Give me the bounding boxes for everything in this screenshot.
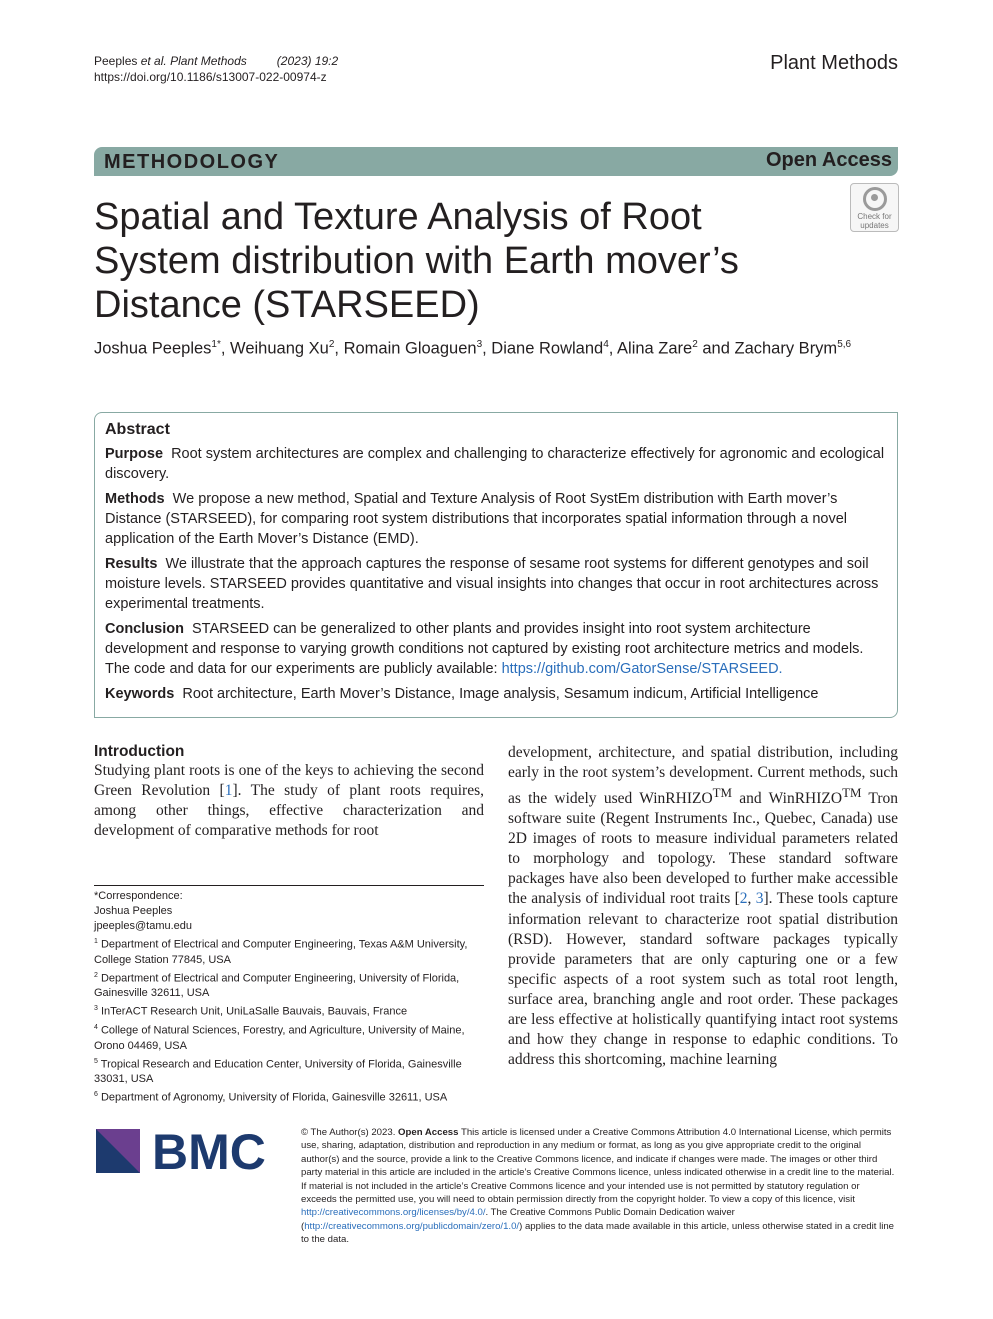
author-affiliation: 4	[603, 339, 609, 350]
correspondence-line: $^3$ InTerACT Research Unit, UniLaSalle Bauvais, Bauvais, France	[94, 1005, 408, 1018]
keywords-label: Keywords	[105, 686, 175, 702]
conclusion-label: Conclusion	[105, 621, 184, 637]
intro-continued: development, architecture, and spatial distribution, including early in the root system’s development. Current methods, such as the widely used WinRHIZO™ and WinRHIZO™ Tron software suite (Regent Instruments Inc., Quebec, Canada) use 2D images of roots to measure individual parameters related to morphology and topology. These standard software packages have also been developed to further make accessible the analysis of individual root traits [2, 3]. These tools capture information relevant to characterize root spatial distribution (RSD). However, standard software packages typically provide parameters that are only capturing one or a few specific aspects of a root system such as total root length, surface area, branching angle and root order. These packages are less effective at holistically quantifying intact root systems and how they change in response to edaphic conditions. To address this shortcoming, machine learning	[508, 744, 899, 1068]
check-updates-icon	[863, 187, 887, 211]
license-text: © The Author(s) 2023. Open Access This article is licensed under a Creative Commons Attribution 4.0 International License, which permits use, sharing, adaptation, distribution and reproduction in any medium or format, as long as you give appropriate credit to the original author(s) and the source, provide a link to the Creative Commons licence, and indicate if changes were made. The images or other third party material in this article are included in the article’s Creative Commons licence, unless indicated otherwise in a credit line to the material. If material is not included in the article’s Creative Commons licence and your intended use is not permitted by statutory regulation or exceeds the permitted use, you will need to obtain permission directly from the copyright holder. To view a copy of this licence, visit http://creativecommons.org/licenses/by/4.0/. The Creative Commons Public Domain Dedication waiver (http://creativecommons.org/publicdomain/zero/1.0/) applies to the data made available in this article, unless otherwise stated in a credit line to the data.	[301, 1127, 895, 1246]
header-doi[interactable]: https://doi.org/10.1186/s13007-022-00974-z	[94, 70, 327, 84]
author-name[interactable]: Weihuang Xu	[230, 339, 329, 358]
author-affiliation: 1*	[211, 339, 221, 350]
methods-text: We propose a new method, Spatial and Texture Analysis of Root SystEm distribution with Earth mover’s Distance (STARSEED), for comparing root system distributions that incorporates spatial information through a novel application of the Earth Mover’s Distance (EMD).	[105, 491, 847, 547]
open-access-label: Open Access	[766, 149, 892, 171]
author-affiliation: 3	[476, 339, 483, 350]
correspondence-line: $^2$ Department of Electrical and Computer Engineering, University of Florida, Gainesville 32611, USA	[94, 971, 460, 1000]
author-affiliation: 2	[328, 339, 335, 350]
correspondence-line: $^1$ Department of Electrical and Computer Engineering, Texas A&M University, College Station 77845, USA	[94, 938, 468, 966]
journal-name: Plant Methods	[770, 52, 898, 74]
author-name[interactable]: Diane Rowland	[491, 339, 604, 358]
abstract-box	[94, 412, 898, 718]
results-label: Results	[105, 556, 158, 572]
bmc-logo-text: BMC	[152, 1127, 266, 1173]
github-link[interactable]: https://github.com/GatorSense/STARSEED.	[501, 661, 783, 677]
right-column	[508, 743, 898, 1070]
author-name[interactable]: Joshua Peeples	[94, 339, 212, 358]
purpose-text: Root system architectures are complex and challenging to characterize effectively for agronomic and ecological discovery.	[105, 446, 885, 482]
check-updates-label: Check for updates	[857, 212, 892, 230]
header-etal: et al. Plant Methods	[140, 54, 247, 68]
correspondence-line: $^4$ College of Natural Sciences, Forestry, and Agriculture, University of Maine, Orono 04469, USA	[94, 1023, 465, 1052]
purpose-label: Purpose	[105, 446, 164, 462]
methods-label: Methods	[105, 491, 165, 507]
citation-link[interactable]: 2	[739, 890, 748, 908]
abstract-results	[105, 554, 887, 614]
left-column	[94, 743, 484, 841]
cc-zero-link[interactable]: http://creativecommons.org/publicdomain/zero/1.0/	[304, 1220, 520, 1232]
correspondence-line: Joshua Peeples	[94, 905, 173, 917]
header-year: (2023) 19:2	[276, 54, 339, 68]
author-name[interactable]: Alina Zare	[617, 339, 693, 358]
author-name[interactable]: Zachary Brym	[734, 339, 838, 358]
results-text: We illustrate that the approach captures the response of sesame root systems for different genotypes and soil moisture levels. STARSEED provides quantitative and visual insights into changes that occur in root architectures across experimental treatments.	[105, 556, 879, 612]
intro-heading: Introduction	[94, 743, 185, 760]
running-header	[94, 53, 338, 85]
keywords-text: Root architecture, Earth Mover’s Distance, Image analysis, Sesamum indicum, Artificial Intelligence	[182, 686, 819, 702]
abstract-purpose	[105, 444, 887, 484]
correspondence-line: jpeeples@tamu.edu	[94, 920, 193, 932]
article-category: METHODOLOGY	[104, 151, 280, 173]
check-for-updates-button[interactable]	[850, 183, 899, 232]
citation-link[interactable]: 1	[224, 782, 233, 799]
correspondence-line: $^5$ Tropical Research and Education Center, University of Florida, Gainesville 33031, USA	[94, 1057, 462, 1086]
intro-paragraph: Studying plant roots is one of the keys to achieving the second Green Revolution [1]. The study of plant roots requires, among other things, effective characterization and development of comparative methods for root	[94, 762, 484, 839]
author-list: Joshua Peeples$^{1*}$, Weihuang Xu$^2$, Romain Gloaguen$^3$, Diane Rowland$^4$, Alina Zare$^2$ and Zachary Brym$^{5,6}$	[94, 339, 852, 358]
conclusion-text: STARSEED can be generalized to other plants and provides insight into root system architecture development and response to varying growth conditions not captured by existing root architecture metrics and models. The code and data for our experiments are publicly available:	[105, 621, 864, 677]
author-affiliation: 2	[692, 339, 698, 350]
correspondence-line: $^6$ Department of Agronomy, University of Florida, Gainesville 32611, USA	[94, 1091, 448, 1104]
abstract-heading: Abstract	[105, 421, 170, 438]
article-title: Spatial and Texture Analysis of Root System distribution with Earth mover’s Distance (STARSEED)	[94, 196, 739, 326]
correspondence-line: *Correspondence:	[94, 890, 183, 902]
abstract-methods	[105, 489, 887, 549]
header-author: Peeples	[94, 54, 138, 68]
author-name[interactable]: Romain Gloaguen	[343, 339, 477, 358]
bmc-logo	[96, 1127, 276, 1173]
correspondence-footnote	[94, 885, 484, 1106]
abstract-keywords	[105, 684, 887, 704]
category-band	[94, 147, 898, 176]
citation-link[interactable]: 3	[755, 890, 764, 908]
cc-by-link[interactable]: http://creativecommons.org/licenses/by/4.0/	[301, 1207, 486, 1219]
abstract-conclusion	[105, 619, 887, 679]
author-affiliation: 5,6	[837, 339, 852, 350]
